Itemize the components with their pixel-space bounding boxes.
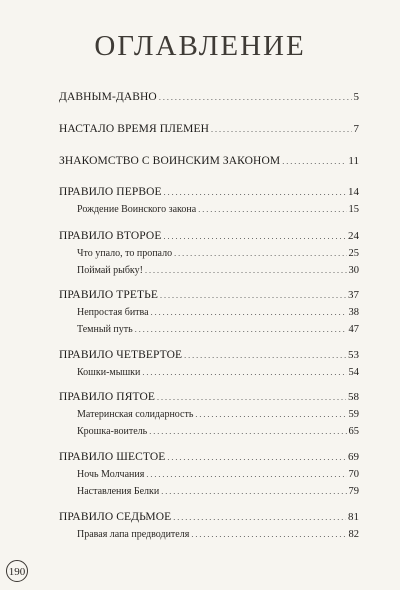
toc-entry-page: 11: [348, 155, 359, 167]
toc-entry-title: ПРАВИЛО ВТОРОЕ: [59, 230, 162, 242]
toc-entry[interactable]: [59, 88, 359, 105]
toc-subentry-title: Ночь Молчания: [77, 469, 145, 480]
toc-subentry[interactable]: [59, 465, 359, 482]
toc-section: [59, 448, 359, 499]
dot-leader: [159, 88, 352, 105]
toc-entry[interactable]: [59, 120, 359, 137]
toc-subentry[interactable]: [59, 303, 359, 320]
toc-section: [59, 508, 359, 542]
toc-section: [59, 183, 359, 217]
dot-leader: [135, 320, 347, 337]
toc-subentry-page: 79: [348, 486, 359, 497]
toc-entry[interactable]: [59, 508, 359, 525]
toc-subentry[interactable]: [59, 363, 359, 380]
dot-leader: [184, 346, 346, 363]
toc-entry-title: ПРАВИЛО ПЯТОЕ: [59, 391, 155, 403]
dot-leader: [282, 152, 346, 169]
toc-subentry-title: Что упало, то пропало: [77, 248, 173, 259]
toc-subentry-title: Крошка-воитель: [77, 426, 148, 437]
dot-leader: [191, 525, 346, 542]
toc-subentry-page: 47: [348, 324, 359, 335]
toc-entry[interactable]: [59, 152, 359, 169]
toc-subentry-title: Материнская солидарность: [77, 409, 194, 420]
toc-entry-page: 53: [348, 349, 359, 361]
toc-section: [59, 120, 359, 137]
dot-leader: [164, 183, 346, 200]
toc-entry-page: 58: [348, 391, 359, 403]
toc-subentry-title: Непростая битва: [77, 307, 149, 318]
toc-subentry-page: 65: [348, 426, 359, 437]
toc-entry[interactable]: [59, 227, 359, 244]
toc-section: [59, 88, 359, 105]
toc-entry-page: 24: [348, 230, 359, 242]
toc-section: [59, 388, 359, 439]
dot-leader: [198, 200, 346, 217]
dot-leader: [161, 482, 346, 499]
dot-leader: [145, 261, 347, 278]
toc-entry[interactable]: [59, 183, 359, 200]
toc-entry-title: ПРАВИЛО ТРЕТЬЕ: [59, 289, 158, 301]
toc-subentry-title: Кошки-мышки: [77, 367, 141, 378]
page-title: ОГЛАВЛЕНИЕ: [94, 30, 306, 62]
toc-entry-title: НАСТАЛО ВРЕМЯ ПЛЕМЕН: [59, 123, 209, 135]
toc-subentry-title: Наставления Белки: [77, 486, 160, 497]
toc-entry-title: ПРАВИЛО СЕДЬМОЕ: [59, 511, 172, 523]
toc-subentry-page: 54: [348, 367, 359, 378]
toc-subentry-page: 30: [348, 265, 359, 276]
toc-subentry[interactable]: [59, 261, 359, 278]
toc-section: [59, 227, 359, 278]
toc-entry[interactable]: [59, 346, 359, 363]
toc-subentry-page: 82: [348, 529, 359, 540]
dot-leader: [174, 244, 346, 261]
dot-leader: [167, 448, 346, 465]
dot-leader: [211, 120, 352, 137]
toc-subentry[interactable]: [59, 320, 359, 337]
dot-leader: [146, 465, 346, 482]
toc-subentry-title: Правая лапа предводителя: [77, 529, 190, 540]
dot-leader: [163, 227, 346, 244]
toc-entry[interactable]: [59, 286, 359, 303]
toc-entry-page: 69: [348, 451, 359, 463]
toc-subentry[interactable]: [59, 244, 359, 261]
toc-section: [59, 152, 359, 169]
toc-subentry-page: 15: [348, 204, 359, 215]
page-number: 190: [6, 560, 28, 582]
toc-entry-page: 14: [348, 186, 359, 198]
toc-entry-title: ЗНАКОМСТВО С ВОИНСКИМ ЗАКОНОМ: [59, 155, 281, 167]
toc-subentry[interactable]: [59, 405, 359, 422]
toc-subentry-page: 59: [348, 409, 359, 420]
toc-entry-page: 7: [353, 123, 359, 135]
toc-subentry[interactable]: [59, 525, 359, 542]
toc-subentry-title: Рождение Воинского закона: [77, 204, 197, 215]
toc-subentry-page: 38: [348, 307, 359, 318]
toc-subentry-page: 25: [348, 248, 359, 259]
toc-section: [59, 286, 359, 337]
toc-section: [59, 346, 359, 380]
toc-subentry-title: Поймай рыбку!: [77, 265, 143, 276]
dot-leader: [151, 303, 347, 320]
toc-entry-page: 37: [348, 289, 359, 301]
dot-leader: [195, 405, 346, 422]
dot-leader: [149, 422, 346, 439]
toc-entry-page: 81: [348, 511, 359, 523]
dot-leader: [160, 286, 346, 303]
toc-subentry[interactable]: [59, 482, 359, 499]
toc-entry-page: 5: [353, 91, 359, 103]
dot-leader: [142, 363, 346, 380]
toc-subentry-title: Темный путь: [77, 324, 133, 335]
toc-entry[interactable]: [59, 448, 359, 465]
toc-subentry[interactable]: [59, 200, 359, 217]
toc-subentry-page: 70: [348, 469, 359, 480]
toc-entry-title: ПРАВИЛО ПЕРВОЕ: [59, 186, 162, 198]
table-of-contents: [59, 88, 359, 542]
toc-entry[interactable]: [59, 388, 359, 405]
toc-entry-title: ПРАВИЛО ЧЕТВЕРТОЕ: [59, 349, 183, 361]
dot-leader: [157, 388, 346, 405]
toc-entry-title: ДАВНЫМ-ДАВНО: [59, 91, 157, 103]
toc-subentry[interactable]: [59, 422, 359, 439]
dot-leader: [173, 508, 346, 525]
toc-entry-title: ПРАВИЛО ШЕСТОЕ: [59, 451, 166, 463]
